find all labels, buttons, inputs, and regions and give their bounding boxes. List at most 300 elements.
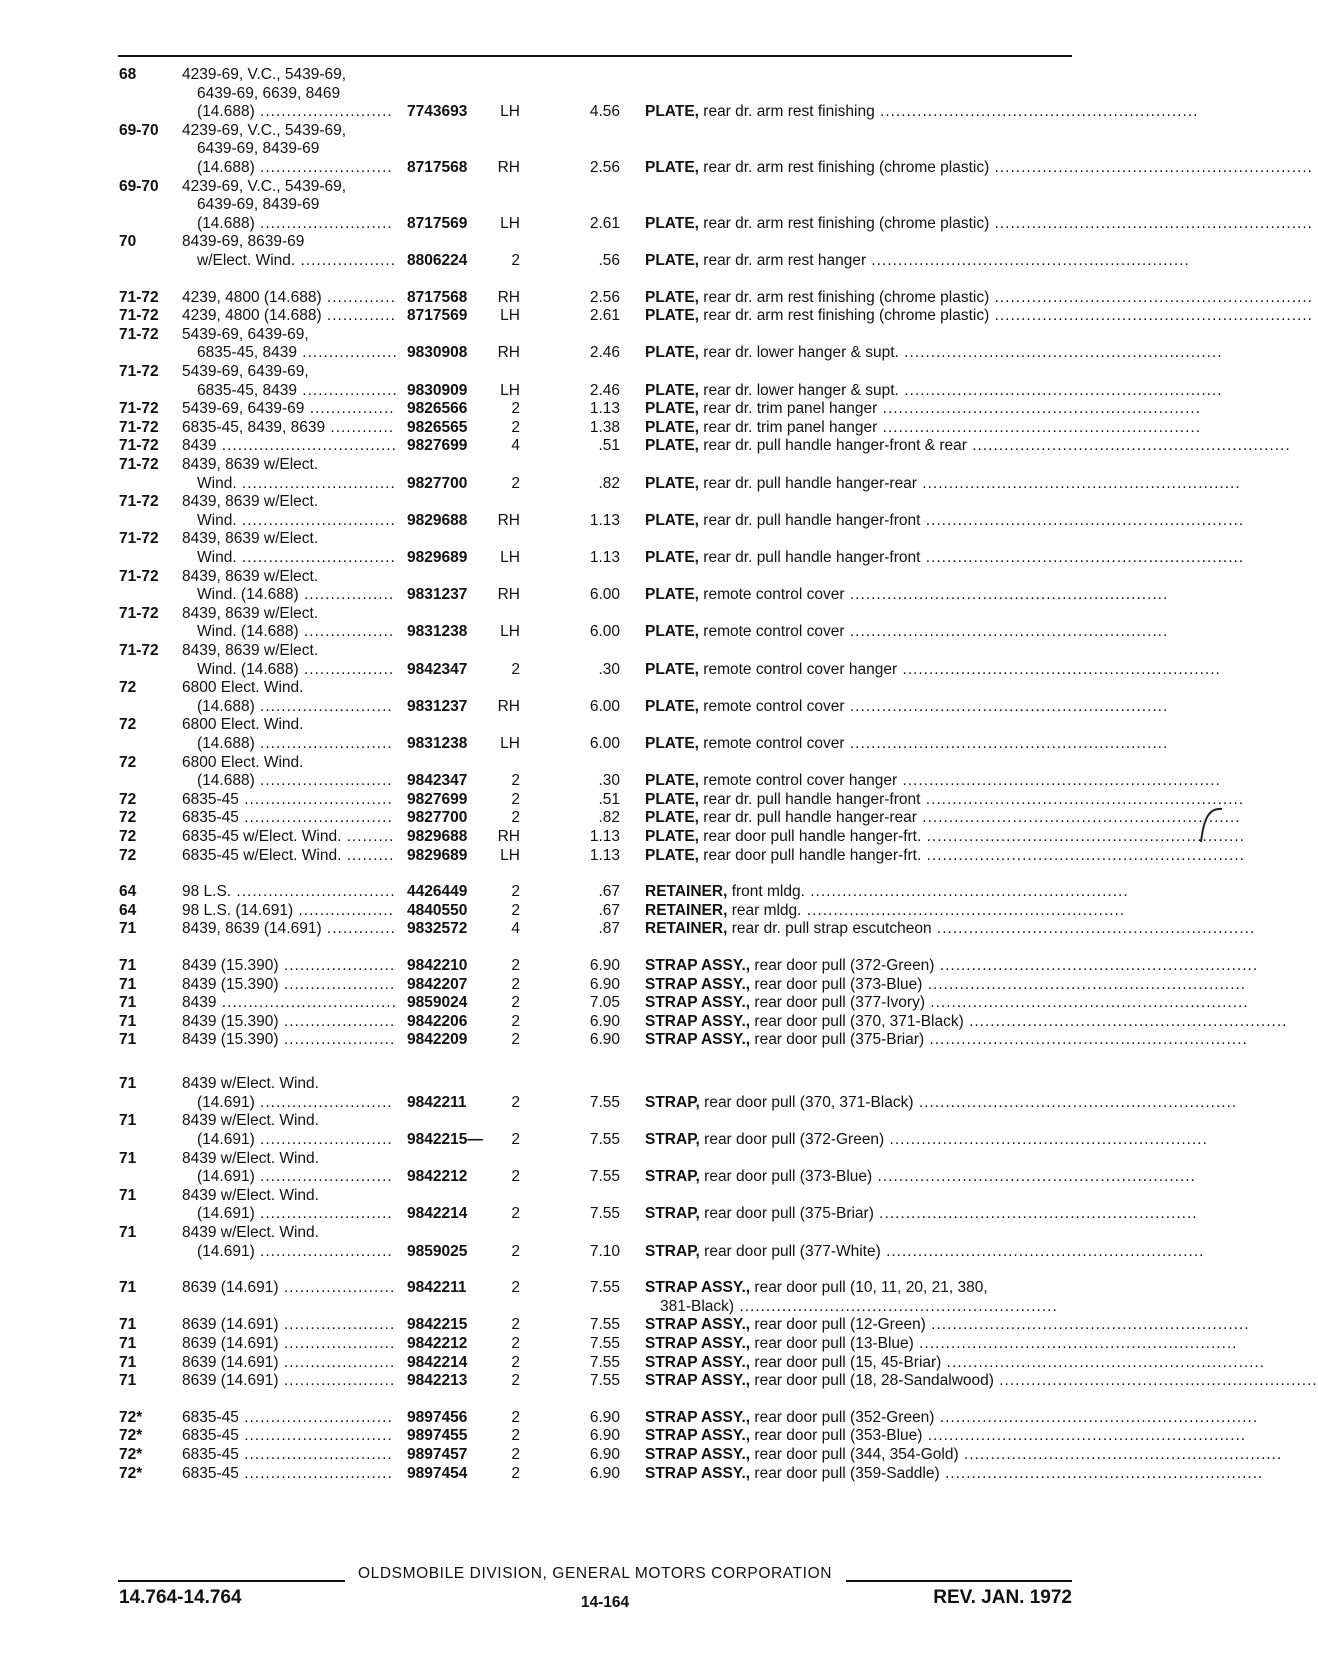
leader-dots: ............................................................ — [877, 400, 1202, 418]
entry-quantity: 2 — [511, 1446, 520, 1463]
entry-year: 72 — [119, 716, 137, 734]
entry-price: 7.55 — [589, 1093, 620, 1111]
parts-entry — [0, 847, 1291, 866]
entry-price: .82 — [598, 809, 620, 827]
parts-entry — [0, 994, 1291, 1013]
part-name: STRAP ASSY., — [645, 1446, 751, 1463]
leader-dots: ......................... — [254, 697, 393, 715]
entry-description — [645, 548, 1245, 568]
entry-model-applicability — [182, 976, 395, 995]
entry-description — [645, 1130, 1208, 1150]
model-line: 8639 (14.691) — [182, 1353, 279, 1371]
entry-year: 72* — [119, 1464, 143, 1482]
entry-model-applicability — [182, 994, 397, 1013]
entry-quantity: 4 — [511, 920, 520, 938]
leader-dots: ............................................................ — [913, 1093, 1238, 1111]
model-line: 6800 Elect. Wind. — [182, 679, 304, 697]
entry-model-applicability — [182, 1335, 395, 1354]
model-line: (14.691) — [197, 1130, 255, 1148]
parts-entry — [0, 66, 1291, 122]
model-line: 4239-69, V.C., 5439-69, — [182, 177, 347, 195]
entry-model-applicability — [182, 1446, 393, 1465]
parts-entry — [0, 1187, 1291, 1224]
entry-quantity: 2 — [511, 474, 520, 492]
entry-quantity: 2 — [511, 994, 520, 1012]
leader-dots: ......................... — [254, 158, 393, 176]
model-line: 8439 w/Elect. Wind. — [182, 1075, 319, 1093]
entry-model-applicability — [182, 493, 396, 530]
leader-dots: ............................................................ — [866, 251, 1190, 269]
leader-dots: .................. — [295, 251, 397, 269]
entry-description — [645, 1242, 1205, 1262]
entry-description — [645, 697, 1169, 717]
entry-year: 71-72 — [119, 437, 159, 455]
entry-part-number: 9842347 — [407, 660, 468, 678]
entry-year: 70 — [119, 233, 137, 251]
leader-dots: ............................................................ — [963, 1012, 1288, 1030]
leader-dots: ............................ — [238, 1408, 393, 1426]
part-description-continued: 381-Black) — [660, 1297, 735, 1315]
entry-year: 71 — [119, 975, 137, 993]
entry-quantity: 2 — [511, 1093, 520, 1111]
entry-description — [645, 883, 1129, 902]
leader-dots: ............................................................ — [916, 809, 1241, 827]
parts-entry — [0, 1316, 1291, 1335]
entry-year: 71 — [119, 1224, 137, 1241]
entry-year: 71 — [119, 957, 137, 974]
leader-dots: ..................... — [278, 1372, 396, 1390]
entry-description — [645, 400, 1202, 419]
entry-price: 6.90 — [589, 1464, 620, 1482]
part-description: rear dr. arm rest finishing (chrome plastic) — [703, 288, 990, 306]
entry-description — [645, 1279, 1073, 1316]
parts-entry — [0, 1013, 1291, 1032]
entry-year: 71 — [119, 1372, 137, 1390]
leader-dots: ......................... — [254, 772, 393, 790]
part-description: remote control cover — [703, 734, 845, 752]
entry-quantity: 2 — [511, 400, 520, 418]
entry-price: 1.13 — [589, 846, 620, 864]
part-name: STRAP ASSY., — [645, 1427, 751, 1445]
entry-model-applicability — [182, 233, 396, 270]
entry-description — [645, 828, 1245, 847]
parts-entry — [0, 307, 1313, 326]
model-line: Wind. — [197, 511, 237, 529]
model-line: 8439-69, 8639-69 — [182, 233, 305, 251]
leader-dots: ............................ — [238, 809, 393, 827]
entry-quantity: LH — [500, 734, 520, 752]
entry-part-number: 8717568 — [407, 158, 468, 176]
part-name: PLATE, — [645, 251, 699, 269]
model-line: 4239-69, V.C., 5439-69, — [182, 66, 347, 83]
model-line: 8439 — [182, 437, 217, 455]
entry-part-number: 9829688 — [407, 828, 468, 845]
entry-price: .82 — [598, 474, 620, 492]
part-description: rear dr. pull handle hanger-front — [703, 790, 921, 808]
entry-quantity: 2 — [511, 975, 520, 993]
part-name: PLATE, — [645, 697, 699, 715]
entry-price: 1.13 — [589, 400, 620, 418]
entry-year: 69-70 — [119, 177, 159, 195]
entry-description — [645, 474, 1241, 494]
parts-entry — [0, 1335, 1291, 1354]
entry-model-applicability — [182, 902, 394, 921]
entry-part-number: 9897456 — [407, 1408, 468, 1426]
entry-quantity: 2 — [511, 957, 520, 974]
leader-dots: ......... — [341, 846, 395, 864]
entry-description — [645, 307, 1313, 326]
part-description: rear dr. lower hanger & supt. — [703, 344, 899, 362]
entry-model-applicability — [182, 289, 396, 308]
entry-part-number: 9827700 — [407, 809, 468, 827]
part-name: PLATE, — [645, 474, 699, 492]
model-line: (14.688) — [197, 772, 255, 790]
entry-part-number: 9827700 — [407, 474, 468, 492]
part-description: remote control cover — [703, 697, 845, 715]
part-description: remote control cover — [703, 623, 845, 641]
leader-dots: ............................. — [236, 511, 396, 529]
footer-rule-right — [846, 1580, 1072, 1582]
entry-price: 2.56 — [589, 288, 620, 306]
model-line: 6835-45, 8439 — [197, 381, 297, 399]
entry-part-number: 9842212 — [407, 1168, 468, 1186]
leader-dots: ..................... — [278, 975, 396, 993]
model-line: 8439 (15.390) — [182, 1031, 279, 1049]
part-name: RETAINER, — [645, 883, 728, 901]
entry-price: 7.05 — [589, 994, 620, 1012]
part-description: rear dr. pull handle hanger-rear — [703, 809, 917, 827]
entry-price: 7.55 — [589, 1279, 620, 1297]
entry-part-number: 9827699 — [407, 790, 468, 808]
entry-quantity: LH — [500, 623, 520, 641]
leader-dots: ............................................................ — [872, 1168, 1196, 1186]
entry-model-applicability — [182, 679, 393, 716]
entry-model-applicability — [182, 1427, 393, 1446]
model-line: 6800 Elect. Wind. — [182, 753, 304, 771]
entry-quantity: LH — [500, 548, 520, 566]
entry-model-applicability — [182, 920, 396, 939]
part-name: STRAP ASSY., — [645, 957, 751, 974]
part-name: PLATE, — [645, 828, 699, 845]
entry-price: 1.38 — [589, 418, 620, 436]
entry-quantity: 2 — [511, 1130, 520, 1148]
leader-dots: ............................................................ — [884, 1130, 1208, 1148]
leader-dots: ................................. — [216, 437, 397, 455]
part-name: PLATE, — [645, 158, 699, 176]
leader-dots: ............ — [325, 418, 395, 436]
model-line: 6835-45 w/Elect. Wind. — [182, 828, 342, 845]
entry-price: 7.55 — [589, 1205, 620, 1223]
model-line: 6835-45 — [182, 1427, 239, 1445]
model-line: Wind. (14.688) — [197, 660, 299, 678]
part-name: RETAINER, — [645, 920, 728, 938]
entry-description — [645, 660, 1221, 680]
part-description: rear door pull (352-Green) — [754, 1408, 935, 1426]
leader-dots: ............................................................ — [897, 772, 1221, 790]
entry-price: 6.00 — [589, 623, 620, 641]
parts-entry — [0, 400, 1291, 419]
entry-part-number: 9897455 — [407, 1427, 468, 1445]
entry-price: 4.56 — [589, 103, 620, 121]
entry-description — [645, 251, 1190, 271]
parts-entry — [0, 679, 1291, 716]
entry-description — [645, 1408, 1259, 1428]
model-line: 6835-45 — [182, 1408, 239, 1426]
entry-price: .67 — [598, 883, 620, 901]
leader-dots: ............................................................ — [934, 1408, 1259, 1426]
model-line: 8439, 8639 w/Elect. — [182, 567, 319, 585]
part-name: STRAP, — [645, 1130, 700, 1148]
leader-dots: ............................................................ — [801, 901, 1126, 919]
leader-dots: ............................................................ — [939, 1464, 1264, 1482]
footer-corporation: OLDSMOBILE DIVISION, GENERAL MOTORS CORPORATION — [357, 1565, 833, 1582]
parts-entry — [0, 828, 1291, 847]
entry-quantity: 2 — [511, 418, 520, 436]
entry-quantity: 2 — [511, 1316, 520, 1334]
model-line: (14.688) — [197, 158, 255, 176]
leader-dots: ..................... — [278, 1335, 396, 1352]
part-description: front mldg. — [731, 883, 805, 901]
leader-dots: ............................................................ — [989, 307, 1313, 325]
part-description: rear dr. lower hanger & supt. — [703, 381, 899, 399]
part-description: rear door pull (375-Briar) — [754, 1031, 925, 1049]
entry-part-number: 9827699 — [407, 437, 468, 455]
part-description: rear dr. arm rest finishing (chrome plastic) — [703, 158, 990, 176]
entry-year: 72 — [119, 679, 137, 697]
parts-entry — [0, 1409, 1291, 1428]
entry-description — [645, 344, 1223, 363]
entry-year: 71 — [119, 1316, 137, 1334]
entry-quantity: 2 — [511, 1168, 520, 1186]
parts-entry — [0, 233, 1291, 270]
entry-description — [645, 623, 1169, 642]
leader-dots: ............................................................ — [921, 846, 1245, 864]
entry-year: 72 — [119, 809, 137, 827]
part-description: rear dr. pull handle hanger-front — [703, 511, 921, 529]
entry-year: 71-72 — [119, 418, 159, 436]
entry-model-applicability — [182, 1354, 395, 1373]
entry-year: 71 — [119, 1279, 137, 1297]
entry-price: 1.13 — [589, 511, 620, 529]
entry-quantity: 2 — [511, 1372, 520, 1390]
entry-year: 71-72 — [119, 530, 159, 548]
leader-dots: ......................... — [254, 1093, 393, 1111]
leader-dots: ......................... — [254, 103, 393, 121]
entry-model-applicability — [182, 530, 396, 567]
entry-price: 7.55 — [589, 1372, 620, 1390]
parts-entry — [0, 419, 1291, 438]
leader-dots: ............................. — [236, 548, 396, 566]
entry-model-applicability — [182, 437, 397, 456]
leader-dots: ............................................................ — [804, 883, 1129, 901]
entry-part-number: 9842206 — [407, 1012, 468, 1030]
parts-entry — [0, 1075, 1291, 1112]
entry-model-applicability — [182, 66, 393, 122]
part-name: STRAP, — [645, 1242, 700, 1260]
leader-dots: .................. — [293, 901, 394, 919]
entry-year: 71 — [119, 994, 137, 1012]
entry-year: 68 — [119, 66, 137, 83]
parts-entry — [0, 288, 1313, 308]
model-line: 6835-45 — [182, 1446, 239, 1463]
leader-dots: ............................. — [236, 474, 396, 492]
leader-dots: ............................................................ — [941, 1353, 1266, 1371]
entry-description — [645, 418, 1202, 438]
part-description: rear door pull (370, 371-Black) — [754, 1012, 964, 1030]
part-name: PLATE, — [645, 344, 699, 362]
leader-dots: ............................ — [238, 1464, 393, 1482]
entry-model-applicability — [182, 122, 393, 178]
entry-price: .30 — [598, 660, 620, 678]
parts-entry — [0, 1279, 1291, 1316]
entry-price: 7.55 — [589, 1353, 620, 1371]
entry-description — [645, 901, 1126, 921]
entry-part-number: 8806224 — [407, 251, 468, 269]
model-line: (14.691) — [197, 1093, 255, 1111]
entry-quantity: 2 — [511, 1279, 520, 1297]
entry-price: 7.10 — [589, 1242, 620, 1260]
entry-model-applicability — [182, 754, 393, 791]
leader-dots: ......................... — [254, 1168, 393, 1186]
leader-dots: ............................................................ — [873, 1205, 1198, 1223]
entry-year: 71 — [119, 1335, 137, 1352]
parts-entry — [0, 530, 1291, 567]
part-description: rear door pull (377-Ivory) — [754, 994, 925, 1012]
entry-description — [645, 214, 1313, 234]
entry-part-number: 9826566 — [407, 400, 468, 418]
part-name: PLATE, — [645, 381, 699, 399]
model-line: 8439 w/Elect. Wind. — [182, 1224, 319, 1241]
entry-quantity: 2 — [511, 901, 520, 919]
part-name: PLATE, — [645, 288, 699, 306]
entry-model-applicability — [182, 1465, 393, 1484]
entry-part-number: 9842215 — [407, 1316, 468, 1334]
parts-entry — [0, 1031, 1291, 1050]
leader-dots: ..................... — [278, 1279, 396, 1297]
entry-quantity: 2 — [511, 883, 520, 901]
entry-price: 6.90 — [589, 1427, 620, 1445]
part-description: rear dr. pull handle hanger-rear — [703, 474, 917, 492]
part-description: rear dr. trim panel hanger — [703, 400, 878, 418]
entry-model-applicability — [182, 1224, 393, 1261]
entry-price: 6.90 — [589, 1408, 620, 1426]
entry-price: 6.00 — [589, 734, 620, 752]
leader-dots: ............................................................ — [844, 734, 1169, 752]
leader-dots: ............................................................ — [989, 214, 1313, 232]
leader-dots: ..................... — [278, 1012, 396, 1030]
entry-part-number: 9829688 — [407, 511, 468, 529]
entry-quantity: 2 — [511, 1464, 520, 1482]
entry-year: 71-72 — [119, 493, 159, 511]
part-name: PLATE, — [645, 586, 699, 604]
leader-dots: .................. — [296, 381, 398, 399]
part-name: PLATE, — [645, 511, 699, 529]
entry-model-applicability — [182, 1075, 393, 1112]
part-description: rear door pull (373-Blue) — [704, 1168, 873, 1186]
parts-entry — [0, 1112, 1291, 1149]
part-description: rear dr. trim panel hanger — [703, 418, 878, 436]
entry-model-applicability — [182, 568, 394, 605]
leader-dots: ..................... — [278, 1031, 396, 1049]
entry-part-number: 9897454 — [407, 1464, 468, 1482]
entry-year: 71-72 — [119, 288, 159, 306]
part-name: STRAP ASSY., — [645, 1353, 751, 1371]
leader-dots: ............................................................ — [924, 994, 1249, 1012]
part-description: remote control cover hanger — [703, 660, 898, 678]
part-name: STRAP ASSY., — [645, 975, 751, 993]
leader-dots: ......................... — [254, 1205, 393, 1223]
part-description: rear door pull (13-Blue) — [754, 1335, 914, 1352]
leader-dots: ............................................................ — [898, 381, 1223, 399]
entry-description — [645, 1316, 1250, 1335]
leader-dots: ............................................................ — [989, 158, 1313, 176]
entry-part-number: 9842214 — [407, 1205, 468, 1223]
entry-year: 71 — [119, 1012, 137, 1030]
parts-entry — [0, 976, 1291, 995]
leader-dots: ............................................................ — [920, 511, 1245, 529]
entry-quantity: RH — [497, 828, 520, 845]
entry-price: 6.00 — [589, 697, 620, 715]
entry-model-applicability — [182, 957, 395, 976]
leader-dots: ............................................................ — [898, 344, 1223, 362]
leader-dots: ................. — [298, 623, 395, 641]
leader-dots: ............................................................ — [916, 474, 1241, 492]
model-line: 8439, 8639 w/Elect. — [182, 493, 319, 511]
entry-quantity: 4 — [511, 437, 520, 455]
parts-entry — [0, 568, 1291, 605]
entry-description — [645, 790, 1245, 810]
entry-year: 71-72 — [119, 400, 159, 418]
leader-dots: .............................. — [231, 883, 396, 901]
model-line: 8439 (15.390) — [182, 975, 279, 993]
parts-entry — [0, 493, 1291, 530]
entry-year: 71-72 — [119, 307, 159, 325]
part-name: STRAP ASSY., — [645, 994, 751, 1012]
entry-price: .51 — [598, 790, 620, 808]
model-line: 8439 (15.390) — [182, 1012, 279, 1030]
entry-part-number: 9897457 — [407, 1446, 468, 1463]
leader-dots: ............................................................ — [922, 1427, 1247, 1445]
entry-part-number: 9831238 — [407, 734, 468, 752]
entry-part-number: 9859024 — [407, 994, 468, 1012]
entry-quantity: 2 — [511, 1335, 520, 1352]
parts-entry — [0, 363, 1291, 400]
part-description: rear door pull (377-White) — [704, 1242, 881, 1260]
parts-entry — [0, 920, 1291, 939]
parts-entry — [0, 1372, 1318, 1391]
leader-dots: ............................................................ — [931, 920, 1256, 938]
leader-dots: ............................................................ — [880, 1242, 1205, 1260]
model-line: (14.688) — [197, 103, 255, 121]
part-description: rear dr. pull handle hanger-front & rear — [703, 437, 967, 455]
entry-model-applicability — [182, 716, 393, 753]
entry-description — [645, 1446, 1283, 1465]
entry-year: 71-72 — [119, 567, 159, 585]
leader-dots: ................. — [298, 586, 395, 604]
entry-part-number: 9829689 — [407, 548, 468, 566]
model-line: 6439-69, 6639, 8469 — [197, 84, 341, 102]
entry-description — [645, 1012, 1288, 1032]
entry-quantity: 2 — [511, 251, 520, 269]
entry-model-applicability — [182, 1031, 395, 1050]
parts-entry — [0, 1224, 1291, 1261]
part-description: remote control cover — [703, 586, 845, 604]
leader-dots: ..................... — [278, 1316, 396, 1334]
part-name: PLATE, — [645, 103, 699, 121]
part-description: remote control cover hanger — [703, 772, 898, 790]
entry-model-applicability — [182, 1409, 393, 1428]
entry-part-number: 8717569 — [407, 307, 468, 325]
